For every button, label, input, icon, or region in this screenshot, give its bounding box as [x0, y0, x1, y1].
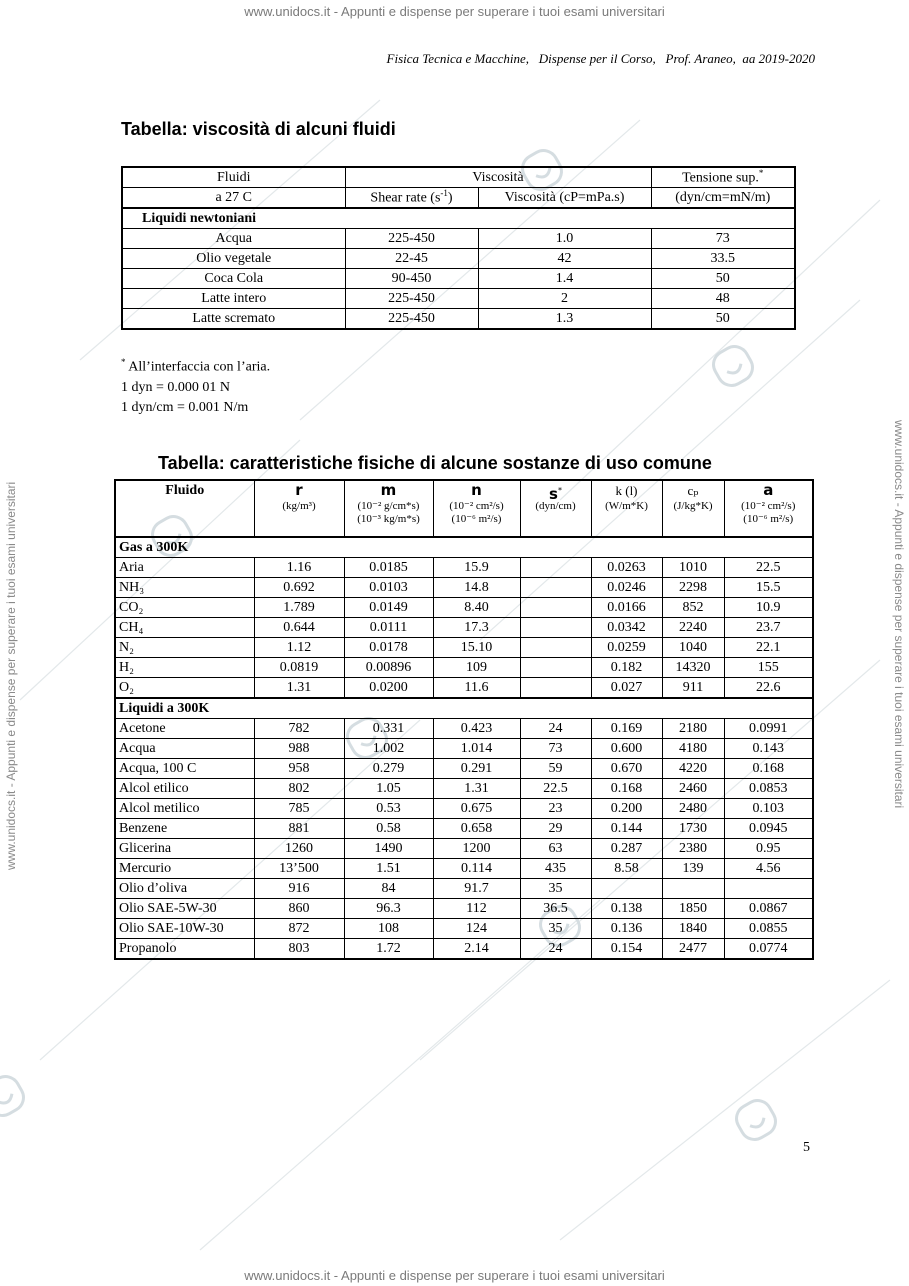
specific-heat-value: 4220 [662, 759, 724, 779]
surface-tension-value: 22.5 [520, 779, 591, 799]
watermark-logo [731, 1095, 780, 1144]
diffusivity-value: 4.56 [724, 859, 813, 879]
surface-tension-value: 35 [520, 879, 591, 899]
header-cp [662, 480, 724, 537]
cp-unit: (J/kg*K) [673, 500, 713, 512]
kinematic-viscosity-value: 11.6 [433, 678, 520, 699]
dynamic-viscosity-value: 0.0178 [344, 638, 433, 658]
table-row [115, 859, 813, 879]
footnote-dyn-cm: 1 dyn/cm = 0.001 N/m [121, 399, 249, 415]
table-row [122, 249, 795, 269]
kinematic-viscosity-value: 17.3 [433, 618, 520, 638]
fluid-name: Acqua [122, 229, 345, 249]
rho-symbol: r [295, 481, 303, 499]
header-tensione-unit: (dyn/cm=mN/m) [651, 188, 795, 209]
diffusivity-value: 0.168 [724, 759, 813, 779]
surface-tension-value: 73 [651, 229, 795, 249]
table-row [115, 719, 813, 739]
surface-tension-value: 24 [520, 719, 591, 739]
alpha-unit-1: (10⁻² cm²/s) [741, 500, 796, 512]
header-fluido-label: Fluido [165, 483, 205, 498]
diffusivity-value: 0.0774 [724, 939, 813, 960]
density-value: 13’500 [254, 859, 344, 879]
table-row [115, 779, 813, 799]
alpha-unit-2: (10⁻⁶ m²/s) [743, 513, 794, 525]
specific-heat-value: 139 [662, 859, 724, 879]
footnote-text: All’interfaccia con l’aria. [125, 359, 271, 375]
specific-heat-value: 1730 [662, 819, 724, 839]
diffusivity-value: 0.0853 [724, 779, 813, 799]
page-number: 5 [803, 1140, 810, 1155]
surface-tension-value: 29 [520, 819, 591, 839]
specific-heat-value: 2480 [662, 799, 724, 819]
specific-heat-value: 4180 [662, 739, 724, 759]
specific-heat-value: 1840 [662, 919, 724, 939]
density-value: 0.644 [254, 618, 344, 638]
density-value: 1.789 [254, 598, 344, 618]
mu-symbol: m [380, 481, 397, 499]
substance-name: Acqua, 100 C [115, 759, 254, 779]
conductivity-value: 0.287 [591, 839, 662, 859]
density-value: 860 [254, 899, 344, 919]
substance-name: CH₄ [115, 618, 254, 638]
kinematic-viscosity-value: 91.7 [433, 879, 520, 899]
dynamic-viscosity-value: 1490 [344, 839, 433, 859]
density-value: 782 [254, 719, 344, 739]
rho-unit: (kg/m³) [282, 500, 316, 512]
table-row [115, 678, 813, 699]
mu-unit-1: (10⁻² g/cm*s) [357, 500, 420, 512]
substance-name: Olio SAE-5W-30 [115, 899, 254, 919]
surface-tension-value: 36.5 [520, 899, 591, 919]
table-row [115, 598, 813, 618]
table-row [115, 899, 813, 919]
kinematic-viscosity-value: 1200 [433, 839, 520, 859]
properties-table [114, 479, 814, 960]
viscosity-value: 1.0 [478, 229, 651, 249]
kinematic-viscosity-value: 15.9 [433, 558, 520, 578]
header-sigma [520, 480, 591, 537]
diffusivity-value: 0.103 [724, 799, 813, 819]
specific-heat-value: 1040 [662, 638, 724, 658]
dynamic-viscosity-value: 84 [344, 879, 433, 899]
diffusivity-value: 0.0945 [724, 819, 813, 839]
header-fluidi: Fluidi [122, 167, 345, 188]
conductivity-value: 0.0263 [591, 558, 662, 578]
surface-tension-value [520, 618, 591, 638]
surface-tension-value: 63 [520, 839, 591, 859]
substance-name: Propanolo [115, 939, 254, 960]
dynamic-viscosity-value: 0.0111 [344, 618, 433, 638]
section-gas: Gas a 300K [115, 537, 813, 558]
header-rho [254, 480, 344, 537]
surface-tension-value [520, 578, 591, 598]
conductivity-value: 0.136 [591, 919, 662, 939]
specific-heat-value [662, 879, 724, 899]
substance-name: Aria [115, 558, 254, 578]
density-value: 1260 [254, 839, 344, 859]
diffusivity-value: 23.7 [724, 618, 813, 638]
specific-heat-value: 1850 [662, 899, 724, 919]
table-row [115, 759, 813, 779]
table-row [115, 939, 813, 960]
kinematic-viscosity-value: 8.40 [433, 598, 520, 618]
diffusivity-value: 0.0867 [724, 899, 813, 919]
table-row [122, 229, 795, 249]
density-value: 803 [254, 939, 344, 960]
shear-rate-value: 90-450 [345, 269, 478, 289]
nu-symbol: n [471, 481, 482, 499]
table-row [122, 309, 795, 330]
conductivity-value: 0.200 [591, 799, 662, 819]
header-fluidi-temp: a 27 C [122, 188, 345, 209]
conductivity-value: 8.58 [591, 859, 662, 879]
conductivity-value: 0.169 [591, 719, 662, 739]
footnote-mark: * [758, 168, 764, 179]
surface-tension-value: 24 [520, 939, 591, 960]
substance-name: N₂ [115, 638, 254, 658]
surface-tension-value: 50 [651, 269, 795, 289]
dynamic-viscosity-value: 0.53 [344, 799, 433, 819]
section-liquidi: Liquidi a 300K [115, 698, 813, 719]
kinematic-viscosity-value: 0.675 [433, 799, 520, 819]
conductivity-value: 0.600 [591, 739, 662, 759]
kinematic-viscosity-value: 1.014 [433, 739, 520, 759]
table-row [115, 658, 813, 678]
dynamic-viscosity-value: 1.002 [344, 739, 433, 759]
surface-tension-value [520, 598, 591, 618]
conductivity-value: 0.182 [591, 658, 662, 678]
shear-rate-value: 22-45 [345, 249, 478, 269]
footnote-mark: * [121, 357, 126, 367]
diffusivity-value: 0.0991 [724, 719, 813, 739]
conductivity-value: 0.168 [591, 779, 662, 799]
fluid-name: Olio vegetale [122, 249, 345, 269]
substance-name: Alcol etilico [115, 779, 254, 799]
density-value: 1.31 [254, 678, 344, 699]
table-row [122, 289, 795, 309]
watermark-left: www.unidocs.it - Appunti e dispense per superare i tuoi esami universitari [4, 481, 18, 870]
alpha-symbol: a [763, 481, 774, 499]
dynamic-viscosity-value: 0.58 [344, 819, 433, 839]
substance-name: Benzene [115, 819, 254, 839]
table-row [115, 558, 813, 578]
viscosity-value: 2 [478, 289, 651, 309]
specific-heat-value: 2180 [662, 719, 724, 739]
fluid-name: Latte intero [122, 289, 345, 309]
header-tensione-label: Tensione sup. [682, 170, 759, 186]
footnotes [121, 352, 270, 418]
density-value: 785 [254, 799, 344, 819]
surface-tension-value [520, 678, 591, 699]
conductivity-value: 0.027 [591, 678, 662, 699]
shear-rate-value: 225-450 [345, 229, 478, 249]
surface-tension-value: 48 [651, 289, 795, 309]
conductivity-value: 0.670 [591, 759, 662, 779]
dynamic-viscosity-value: 0.0149 [344, 598, 433, 618]
page-header: Fisica Tecnica e Macchine, Dispense per il Corso, Prof. Araneo, aa 2019-2020 [386, 51, 815, 66]
surface-tension-value [520, 658, 591, 678]
density-value: 1.12 [254, 638, 344, 658]
conductivity-value: 0.138 [591, 899, 662, 919]
header-shear-rate-end: ) [447, 190, 453, 206]
surface-tension-value: 73 [520, 739, 591, 759]
table-row [122, 269, 795, 289]
header-shear-rate-label: Shear rate (s [370, 190, 441, 206]
dynamic-viscosity-value: 0.331 [344, 719, 433, 739]
specific-heat-value: 1010 [662, 558, 724, 578]
kinematic-viscosity-value: 15.10 [433, 638, 520, 658]
surface-tension-value: 33.5 [651, 249, 795, 269]
dynamic-viscosity-value: 1.05 [344, 779, 433, 799]
conductivity-value: 0.0246 [591, 578, 662, 598]
nu-unit-1: (10⁻² cm²/s) [449, 500, 504, 512]
table-row [115, 799, 813, 819]
substance-name: Alcol metilico [115, 799, 254, 819]
conductivity-value: 0.0259 [591, 638, 662, 658]
kinematic-viscosity-value: 0.423 [433, 719, 520, 739]
substance-name: H₂ [115, 658, 254, 678]
surface-tension-value: 50 [651, 309, 795, 330]
conductivity-value: 0.154 [591, 939, 662, 960]
sigma-unit: (dyn/cm) [535, 500, 576, 512]
density-value: 0.692 [254, 578, 344, 598]
header-shear-rate [345, 188, 478, 209]
diffusivity-value: 22.6 [724, 678, 813, 699]
dynamic-viscosity-value: 1.51 [344, 859, 433, 879]
table-row [115, 819, 813, 839]
diffusivity-value: 10.9 [724, 598, 813, 618]
mu-unit-2: (10⁻³ kg/m*s) [357, 513, 420, 525]
sigma-letter: s [549, 485, 558, 503]
header-alpha [724, 480, 813, 537]
kinematic-viscosity-value: 2.14 [433, 939, 520, 960]
footnote-dyn: 1 dyn = 0.000 01 N [121, 379, 231, 395]
kinematic-viscosity-value: 124 [433, 919, 520, 939]
k-unit: (W/m*K) [605, 500, 648, 512]
table-row [115, 739, 813, 759]
specific-heat-value: 2240 [662, 618, 724, 638]
sigma-mark: * [557, 486, 562, 495]
substance-name: NH₃ [115, 578, 254, 598]
watermark-logo [0, 1071, 29, 1120]
substance-name: Glicerina [115, 839, 254, 859]
watermark-logo [708, 341, 757, 390]
surface-tension-value: 35 [520, 919, 591, 939]
specific-heat-value: 911 [662, 678, 724, 699]
table-row [115, 638, 813, 658]
specific-heat-value: 852 [662, 598, 724, 618]
diffusivity-value: 0.143 [724, 739, 813, 759]
table-row [115, 879, 813, 899]
diffusivity-value [724, 879, 813, 899]
specific-heat-value: 2298 [662, 578, 724, 598]
table-row [115, 919, 813, 939]
surface-tension-value [520, 558, 591, 578]
viscosity-value: 1.4 [478, 269, 651, 289]
viscosity-table [121, 166, 796, 330]
surface-tension-value [520, 638, 591, 658]
table1-title: Tabella: viscosità di alcuni fluidi [121, 119, 396, 139]
substance-name: Acetone [115, 719, 254, 739]
diffusivity-value: 22.5 [724, 558, 813, 578]
header-nu [433, 480, 520, 537]
table-row [115, 618, 813, 638]
conductivity-value: 0.144 [591, 819, 662, 839]
specific-heat-value: 14320 [662, 658, 724, 678]
shear-rate-value: 225-450 [345, 289, 478, 309]
header-viscosita: Viscosità [345, 167, 651, 188]
dynamic-viscosity-value: 0.00896 [344, 658, 433, 678]
dynamic-viscosity-value: 96.3 [344, 899, 433, 919]
watermark-bottom: www.unidocs.it - Appunti e dispense per superare i tuoi esami universitari [244, 1268, 665, 1283]
header-tensione [651, 167, 795, 188]
table-row [115, 578, 813, 598]
section-liquidi-newtoniani: Liquidi newtoniani [122, 208, 795, 229]
diffusivity-value: 155 [724, 658, 813, 678]
conductivity-value [591, 879, 662, 899]
conductivity-value: 0.0166 [591, 598, 662, 618]
table-row [115, 839, 813, 859]
specific-heat-value: 2477 [662, 939, 724, 960]
dynamic-viscosity-value: 0.0200 [344, 678, 433, 699]
conductivity-value: 0.0342 [591, 618, 662, 638]
diffusivity-value: 0.0855 [724, 919, 813, 939]
density-value: 872 [254, 919, 344, 939]
dynamic-viscosity-value: 108 [344, 919, 433, 939]
surface-tension-value: 59 [520, 759, 591, 779]
density-value: 988 [254, 739, 344, 759]
header-viscosita-unit: Viscosità (cP=mPa.s) [478, 188, 651, 209]
kinematic-viscosity-value: 14.8 [433, 578, 520, 598]
fluid-name: Coca Cola [122, 269, 345, 289]
diffusivity-value: 0.95 [724, 839, 813, 859]
kinematic-viscosity-value: 112 [433, 899, 520, 919]
specific-heat-value: 2380 [662, 839, 724, 859]
kinematic-viscosity-value: 0.114 [433, 859, 520, 879]
table2-title: Tabella: caratteristiche fisiche di alcune sostanze di uso comune [158, 453, 712, 473]
substance-name: CO₂ [115, 598, 254, 618]
surface-tension-value: 435 [520, 859, 591, 879]
header-fluido [115, 480, 254, 537]
dynamic-viscosity-value: 0.0185 [344, 558, 433, 578]
density-value: 958 [254, 759, 344, 779]
density-value: 916 [254, 879, 344, 899]
k-symbol: k (l) [615, 483, 638, 498]
viscosity-value: 42 [478, 249, 651, 269]
shear-rate-exponent: -1 [440, 188, 448, 199]
density-value: 802 [254, 779, 344, 799]
density-value: 0.0819 [254, 658, 344, 678]
substance-name: Mercurio [115, 859, 254, 879]
fluid-name: Latte scremato [122, 309, 345, 330]
header-k [591, 480, 662, 537]
dynamic-viscosity-value: 1.72 [344, 939, 433, 960]
surface-tension-value: 23 [520, 799, 591, 819]
substance-name: Acqua [115, 739, 254, 759]
substance-name: Olio SAE-10W-30 [115, 919, 254, 939]
kinematic-viscosity-value: 0.658 [433, 819, 520, 839]
kinematic-viscosity-value: 0.291 [433, 759, 520, 779]
footnote-interface [121, 352, 270, 378]
diffusivity-value: 15.5 [724, 578, 813, 598]
sigma-symbol [524, 484, 588, 503]
substance-name: Olio d’oliva [115, 879, 254, 899]
specific-heat-value: 2460 [662, 779, 724, 799]
viscosity-value: 1.3 [478, 309, 651, 330]
dynamic-viscosity-value: 0.279 [344, 759, 433, 779]
watermark-right: www.unidocs.it - Appunti e dispense per superare i tuoi esami universitari [892, 420, 906, 809]
cp-symbol: cₚ [687, 483, 699, 498]
watermark-top: www.unidocs.it - Appunti e dispense per superare i tuoi esami universitari [244, 4, 665, 19]
shear-rate-value: 225-450 [345, 309, 478, 330]
header-mu [344, 480, 433, 537]
diffusivity-value: 22.1 [724, 638, 813, 658]
substance-name: O₂ [115, 678, 254, 699]
density-value: 1.16 [254, 558, 344, 578]
nu-unit-2: (10⁻⁶ m²/s) [451, 513, 502, 525]
kinematic-viscosity-value: 109 [433, 658, 520, 678]
density-value: 881 [254, 819, 344, 839]
dynamic-viscosity-value: 0.0103 [344, 578, 433, 598]
kinematic-viscosity-value: 1.31 [433, 779, 520, 799]
